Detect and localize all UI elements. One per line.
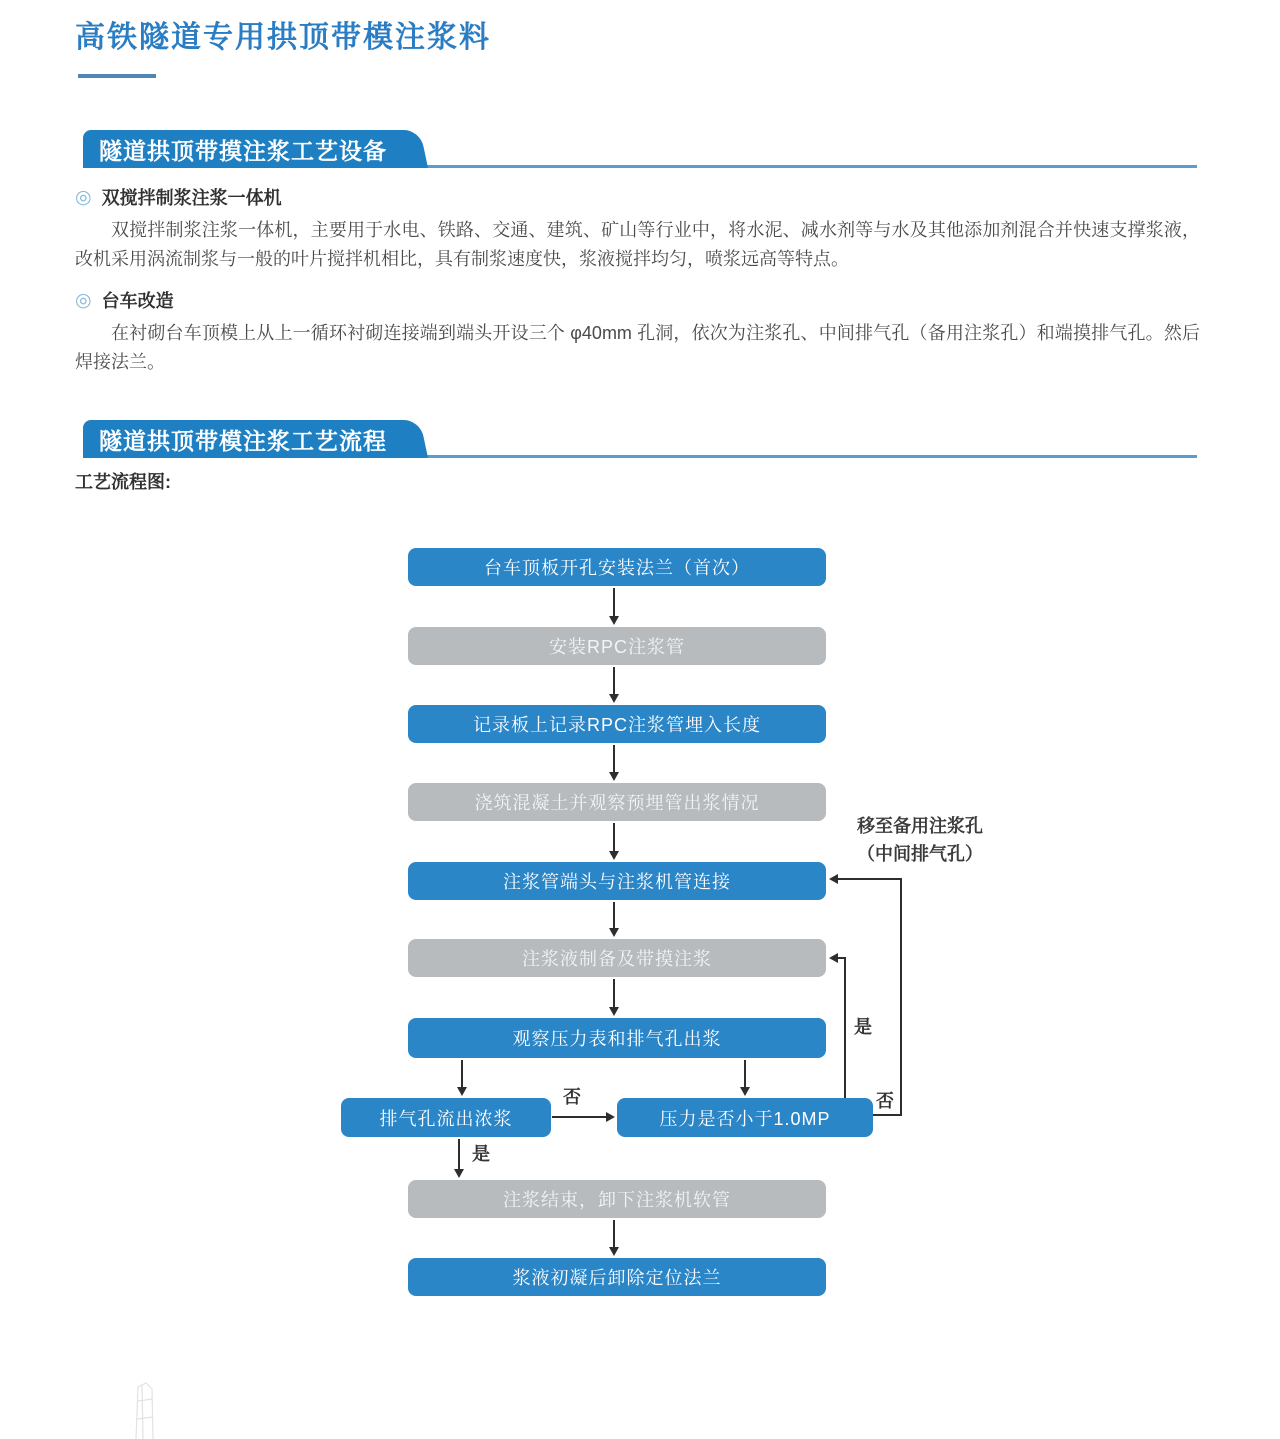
flow-node-prepare-grout: 注浆液制备及带摸注浆 <box>408 939 826 977</box>
bullet-item-mixer <box>75 184 1200 210</box>
flow-node-pressure-check: 压力是否小于1.0MP <box>617 1098 873 1137</box>
feedback-arrowhead-no <box>838 878 902 880</box>
edge-label-yes: 是 <box>854 1017 872 1037</box>
down-arrow <box>613 902 615 928</box>
down-arrow <box>613 667 615 694</box>
section-header-label: 隧道拱顶带摸注浆工艺设备 <box>99 137 387 164</box>
section-header-label: 隧道拱顶带模注浆工艺流程 <box>99 427 387 454</box>
feedback-line-no <box>900 878 902 1116</box>
section-header-process <box>83 420 1197 458</box>
circle-bullet-icon: ◎ <box>75 186 92 208</box>
edge-label-yes: 是 <box>472 1144 490 1164</box>
section-header-tab <box>83 420 413 458</box>
watermark-building-sketch <box>122 1381 168 1439</box>
flow-node-install-rpc-pipe: 安装RPC注浆管 <box>408 627 826 665</box>
down-arrow <box>613 745 615 772</box>
feedback-line-no-bottom <box>873 1114 902 1116</box>
flow-node-drill-install-flange: 台车顶板开孔安装法兰（首次） <box>408 548 826 586</box>
down-arrow <box>613 588 615 616</box>
flow-node-grouting-end: 注浆结束，卸下注浆机软管 <box>408 1180 826 1218</box>
edge-label-no: 否 <box>876 1091 894 1111</box>
down-arrow-split-left <box>461 1060 463 1087</box>
flowchart-caption: 工艺流程图: <box>75 472 171 492</box>
down-arrow <box>613 823 615 851</box>
section-header-equipment <box>83 130 1197 168</box>
feedback-arrowhead-yes <box>838 957 846 959</box>
flow-node-record-length: 记录板上记录RPC注浆管埋入长度 <box>408 705 826 743</box>
page-title: 高铁隧道专用拱顶带模注浆料 <box>75 21 491 54</box>
circle-bullet-icon: ◎ <box>75 289 92 311</box>
down-arrow <box>613 979 615 1007</box>
right-arrow-no <box>552 1116 606 1118</box>
title-underline <box>78 74 156 78</box>
bullet-title: 双搅拌制浆注浆一体机 <box>101 188 282 208</box>
process-flowchart <box>0 540 1280 1340</box>
flow-node-vent-thick-grout: 排气孔流出浓浆 <box>341 1098 551 1137</box>
flow-node-pour-concrete: 浇筑混凝土并观察预埋管出浆情况 <box>408 783 826 821</box>
bullet-body-text: 双搅拌制浆注浆一体机，主要用于水电、铁路、交通、建筑、矿山等行业中，将水泥、减水剂等与水及其他添加剂混合并快速支撑浆液，改机采用涡流制浆与一般的叶片搅拌机相比，具有制浆速度快，浆液搅拌均匀，喷浆远高等特点。 <box>75 220 1200 269</box>
equipment-content <box>75 184 1200 390</box>
feedback-line-yes <box>844 957 846 1098</box>
flow-node-connect-machine: 注浆管端头与注浆机管连接 <box>408 862 826 900</box>
down-arrow-yes <box>458 1139 460 1169</box>
annotation-line1: 移至备用注浆孔 <box>857 816 983 836</box>
bullet-body-text: 在衬砌台车顶模上从上一循环衬砌连接端到端头开设三个 φ40mm 孔洞，依次为注浆孔、中间排气孔（备用注浆孔）和端摸排气孔。然后焊接法兰。 <box>75 323 1200 372</box>
down-arrow-split-right <box>744 1060 746 1087</box>
down-arrow <box>613 1220 615 1247</box>
section-header-tab <box>83 130 413 168</box>
flow-node-remove-flange: 浆液初凝后卸除定位法兰 <box>408 1258 826 1296</box>
feedback-annotation <box>845 812 995 868</box>
annotation-line2: （中间排气孔） <box>857 844 983 864</box>
flow-node-observe-pressure: 观察压力表和排气孔出浆 <box>408 1018 826 1058</box>
bullet-title: 台车改造 <box>101 291 174 311</box>
edge-label-no: 否 <box>563 1087 581 1107</box>
bullet-item-trolley <box>75 287 1200 313</box>
